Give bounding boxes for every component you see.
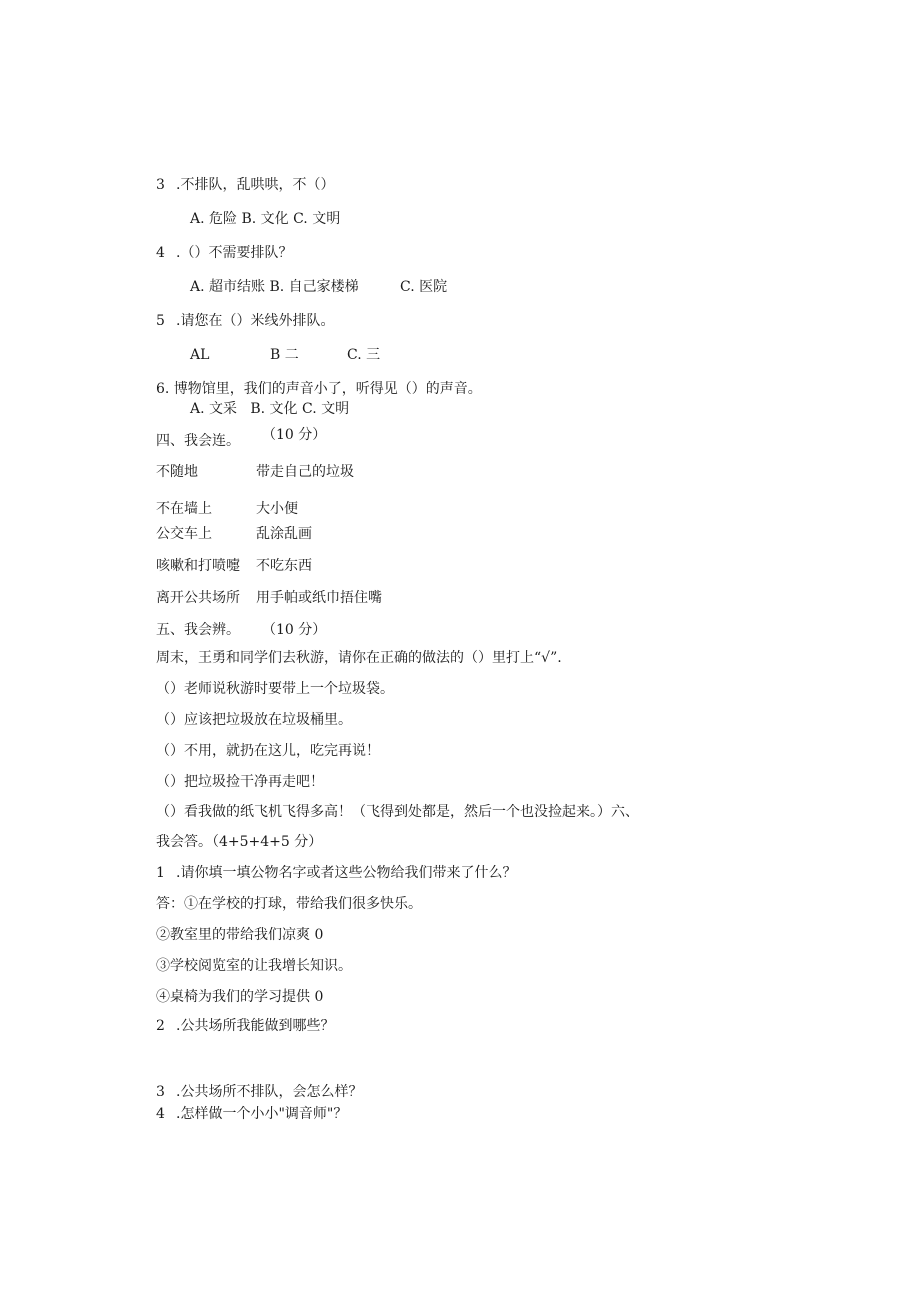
judge-item: （）把垃圾捡干净再走吧！ <box>156 774 324 790</box>
question-option-b: B 二 <box>270 347 299 363</box>
judge-item: （）不用，就扔在这儿，吃完再说！ <box>156 743 380 759</box>
section-score: （10 分） <box>262 427 327 443</box>
answer-line: ④桌椅为我们的学习提供 0 <box>156 989 324 1005</box>
question-options: A. 文采 B. 文化 C. 文明 <box>190 401 350 417</box>
section-title: 我会答。（4+5+4+5 分） <box>156 834 323 850</box>
question-option-c: C. 三 <box>347 347 381 363</box>
section-title: 四、我会连。 <box>156 433 240 449</box>
matching-left-item: 公交车上 <box>156 526 212 542</box>
matching-left-item: 离开公共场所 <box>156 590 240 606</box>
question-number: 4 <box>156 245 165 261</box>
question-text: .怎样做一个小小"调音师"？ <box>176 1106 348 1122</box>
question-options: A. 危险 B. 文化 C. 文明 <box>190 211 341 227</box>
matching-right-item: 不吃东西 <box>256 558 312 574</box>
matching-left-item: 不在墙上 <box>156 501 212 517</box>
judge-item: （）应该把垃圾放在垃圾桶里。 <box>156 712 352 728</box>
matching-right-item: 用手帕或纸巾捂住嘴 <box>256 590 382 606</box>
question-option-c: C. 医院 <box>400 279 448 295</box>
question-number: 3 <box>156 1084 165 1100</box>
matching-left-item: 咳嗽和打喷嚏 <box>156 558 240 574</box>
judge-intro: 周末，王勇和同学们去秋游，请你在正确的做法的（）里打上“√”. <box>156 650 562 666</box>
question-number: 5 <box>156 313 165 329</box>
judge-item: （）老师说秋游时要带上一个垃圾袋。 <box>156 681 394 697</box>
matching-right-item: 大小便 <box>256 501 298 517</box>
section-title: 五、我会辨。 <box>156 622 240 638</box>
judge-item: （）看我做的纸飞机飞得多高！（飞得到处都是，然后一个也没捡起来。）六、 <box>156 804 639 820</box>
question-number: 2 <box>156 1018 165 1034</box>
question-text: .请您在（）米线外排队。 <box>176 313 335 329</box>
matching-right-item: 带走自己的垃圾 <box>256 464 354 480</box>
question-text: .不排队，乱哄哄，不（） <box>176 177 335 193</box>
question-number: 3 <box>156 177 165 193</box>
question-text: 6. 博物馆里，我们的声音小了，听得见（）的声音。 <box>156 381 482 397</box>
section-score: （10 分） <box>262 622 327 638</box>
question-text: .请你填一填公物名字或者这些公物给我们带来了什么？ <box>176 865 517 881</box>
question-text: .公共场所我能做到哪些？ <box>176 1018 335 1034</box>
matching-right-item: 乱涂乱画 <box>256 526 312 542</box>
answer-line: ③学校阅览室的让我增长知识。 <box>156 958 352 974</box>
question-options: A. 超市结账 B. 自己家楼梯 <box>190 279 359 295</box>
matching-left-item: 不随地 <box>156 464 198 480</box>
answer-line: 答：①在学校的打球，带给我们很多快乐。 <box>156 896 422 912</box>
answer-line: ②教室里的带给我们凉爽 0 <box>156 927 324 943</box>
question-number: 4 <box>156 1106 165 1122</box>
question-text: .（）不需要排队？ <box>176 245 293 261</box>
question-option-a: AL <box>190 347 210 363</box>
question-number: 1 <box>156 865 165 881</box>
question-text: .公共场所不排队，会怎么样？ <box>176 1084 363 1100</box>
